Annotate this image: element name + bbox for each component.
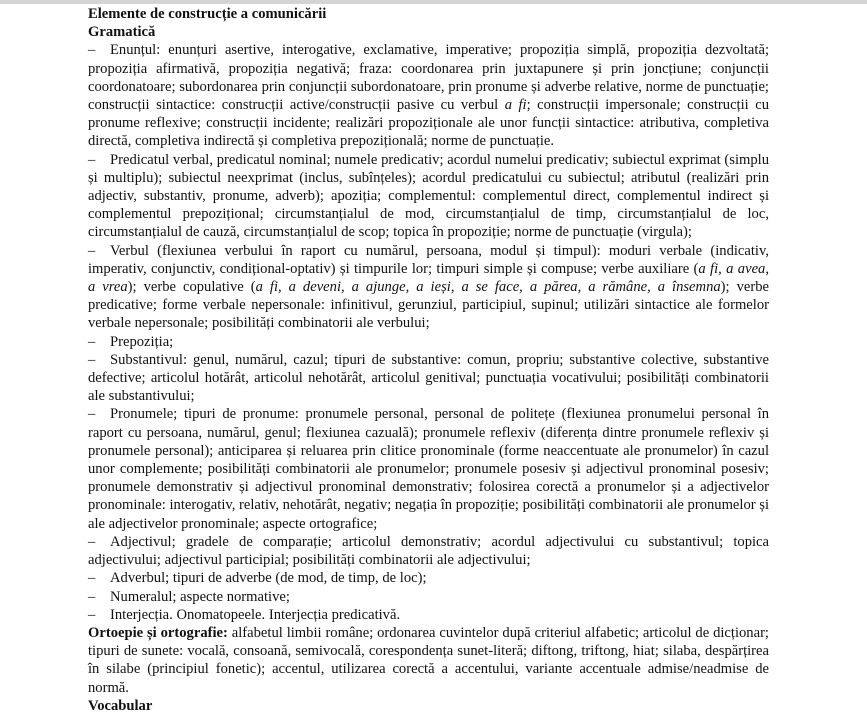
item-dash: – bbox=[88, 242, 96, 259]
ortoepie-label: Ortoepie și ortografie: bbox=[88, 624, 228, 641]
item-dash: – bbox=[88, 351, 96, 368]
item-dash: – bbox=[88, 151, 96, 168]
item-dash: – bbox=[88, 42, 96, 59]
item-predicatul: – Predicatul verbal, predicatul nominal; numele predicativ; acordul numelui predicativ; subiectul exprimat (simplu și multiplu); subiectul neexprimat (inclus, subînțeles); acordul predicatului cu subiectul; atributul (realizări prin adjectiv, substantiv, pronume, adverb); apoziția; complementul: complementul direct, complementul indirect și complementul prepozițional; circumstanțialul de mod, circumstanțialul de timp, circumstanțialul de loc, circumstanțialul de cauză, circumstanțialul de scop; topica în propoziție; norme de punctuație (virgula); bbox=[88, 151, 769, 241]
item-substantivul: – Substantivul: genul, numărul, cazul; tipuri de substantive: comun, propriu; substantive colective, substantive defective; articolul hotărât, articolul nehotărât, articolul genitival; punctuația vocativului; posibilități combinatorii ale substantivului; bbox=[88, 351, 769, 405]
section-title: Elemente de construcție a comunicării bbox=[88, 6, 327, 22]
item-enuntul: – Enunțul: enunțuri asertive, interogative, exclamative, imperative; propoziția simplă, propoziția dezvoltată; propoziția afirmativă, propoziția negativă; fraza: coordonarea prin juxtapunere și prin joncțiune; conjuncții coordonatoare; subordonarea prin conjuncții subordonatoare, prin pronume și adverbe relative, norme de punctuație; construcții sintactice: construcții active/construcții pasive cu verbul a fi; construcții impersonale; construcții cu pronume reflexive; construcții incidente; realizări propoziționale ale unor funcții sintactice: atributiva, completiva directă, completiva indirectă și completiva prepozițională; norme de punctuație. bbox=[88, 42, 769, 150]
item-dash: – bbox=[88, 606, 96, 623]
item-dash: – bbox=[88, 333, 96, 350]
item-interjectia: – Interjecția. Onomatopeele. Interjecția predicativă. bbox=[88, 606, 401, 623]
ortoepie-text: alfabetul limbii române; ordonarea cuvintelor după criteriul alfabetic; articolul de dicționar; tipuri de sunete: vocală, consoană, semivocală, corespondența sunet-literă; diftong, triftong, hiat; silaba, despărțirea în silabe (principiul fonetic); accentul, utilizarea corectă a accentului, variante accentuale admise/neadmise de normă. bbox=[88, 624, 769, 696]
next-heading-partial: Vocabular bbox=[88, 697, 153, 714]
item-dash: – bbox=[88, 588, 96, 605]
subsection-title: Gramatică bbox=[88, 24, 156, 41]
item-dash: – bbox=[88, 406, 96, 423]
item-numeralul: – Numeralul; aspecte normative; bbox=[88, 588, 290, 605]
item-adjectivul: – Adjectivul; gradele de comparație; articolul demonstrativ; acordul adjectivului cu substantivul; topica adjectivului; adjectivul participial; posibilități combinatorii ale adjectivului; bbox=[88, 533, 769, 569]
item-verbul: – Verbul (flexiunea verbului în raport cu numărul, persoana, modul și timpul): moduri verbale (indicativ, imperativ, conjunctiv, condițional-optativ) și timpurile lor; timpuri simple și compuse; verbe auxiliare (a fi, a avea, a vrea); verbe copulative (a fi, a deveni, a ajunge, a ieși, a se face, a părea, a rămâne, a însemna); verbe predicative; forme verbale nepersonale: infinitivul, gerunziul, participiul, supinul; utilizări sintactice ale formelor verbale nepersonale; posibilități combinatorii ale verbului; bbox=[88, 242, 770, 332]
item-dash: – bbox=[88, 570, 96, 587]
item-prepozitia: – Prepoziția; bbox=[88, 333, 174, 350]
page-top-edge bbox=[0, 0, 867, 4]
document-content bbox=[88, 5, 769, 715]
ortoepie-paragraph bbox=[88, 624, 769, 697]
item-pronumele: – Pronumele; tipuri de pronume: pronumele personal, personal de politețe (flexiunea pronumelui personal în raport cu persoana, numărul, genul; flexiunea cazuală); pronumele reflexiv (diferența dintre pronumele reflexiv și pronumele personal); anticiparea și reluarea prin clitice pronominale (forme neaccentuate ale pronumelor) în cazul unor complemente; posibilități combinatorii ale pronumelor; pronumele posesiv și adjectivul pronominal posesiv; pronumele demonstrativ și adjectivul pronominal demonstrativ; folosirea corectă a pronumelor și a adjectivelor pronominale: interogativ, relativ, nehotărât, negativ; negația în propoziție; posibilități combinatorii ale pronumelor și ale adjectivelor pronominale; aspecte ortografice; bbox=[88, 406, 769, 532]
item-adverbul: – Adverbul; tipuri de adverbe (de mod, de timp, de loc); bbox=[88, 570, 427, 587]
item-dash: – bbox=[88, 533, 96, 550]
